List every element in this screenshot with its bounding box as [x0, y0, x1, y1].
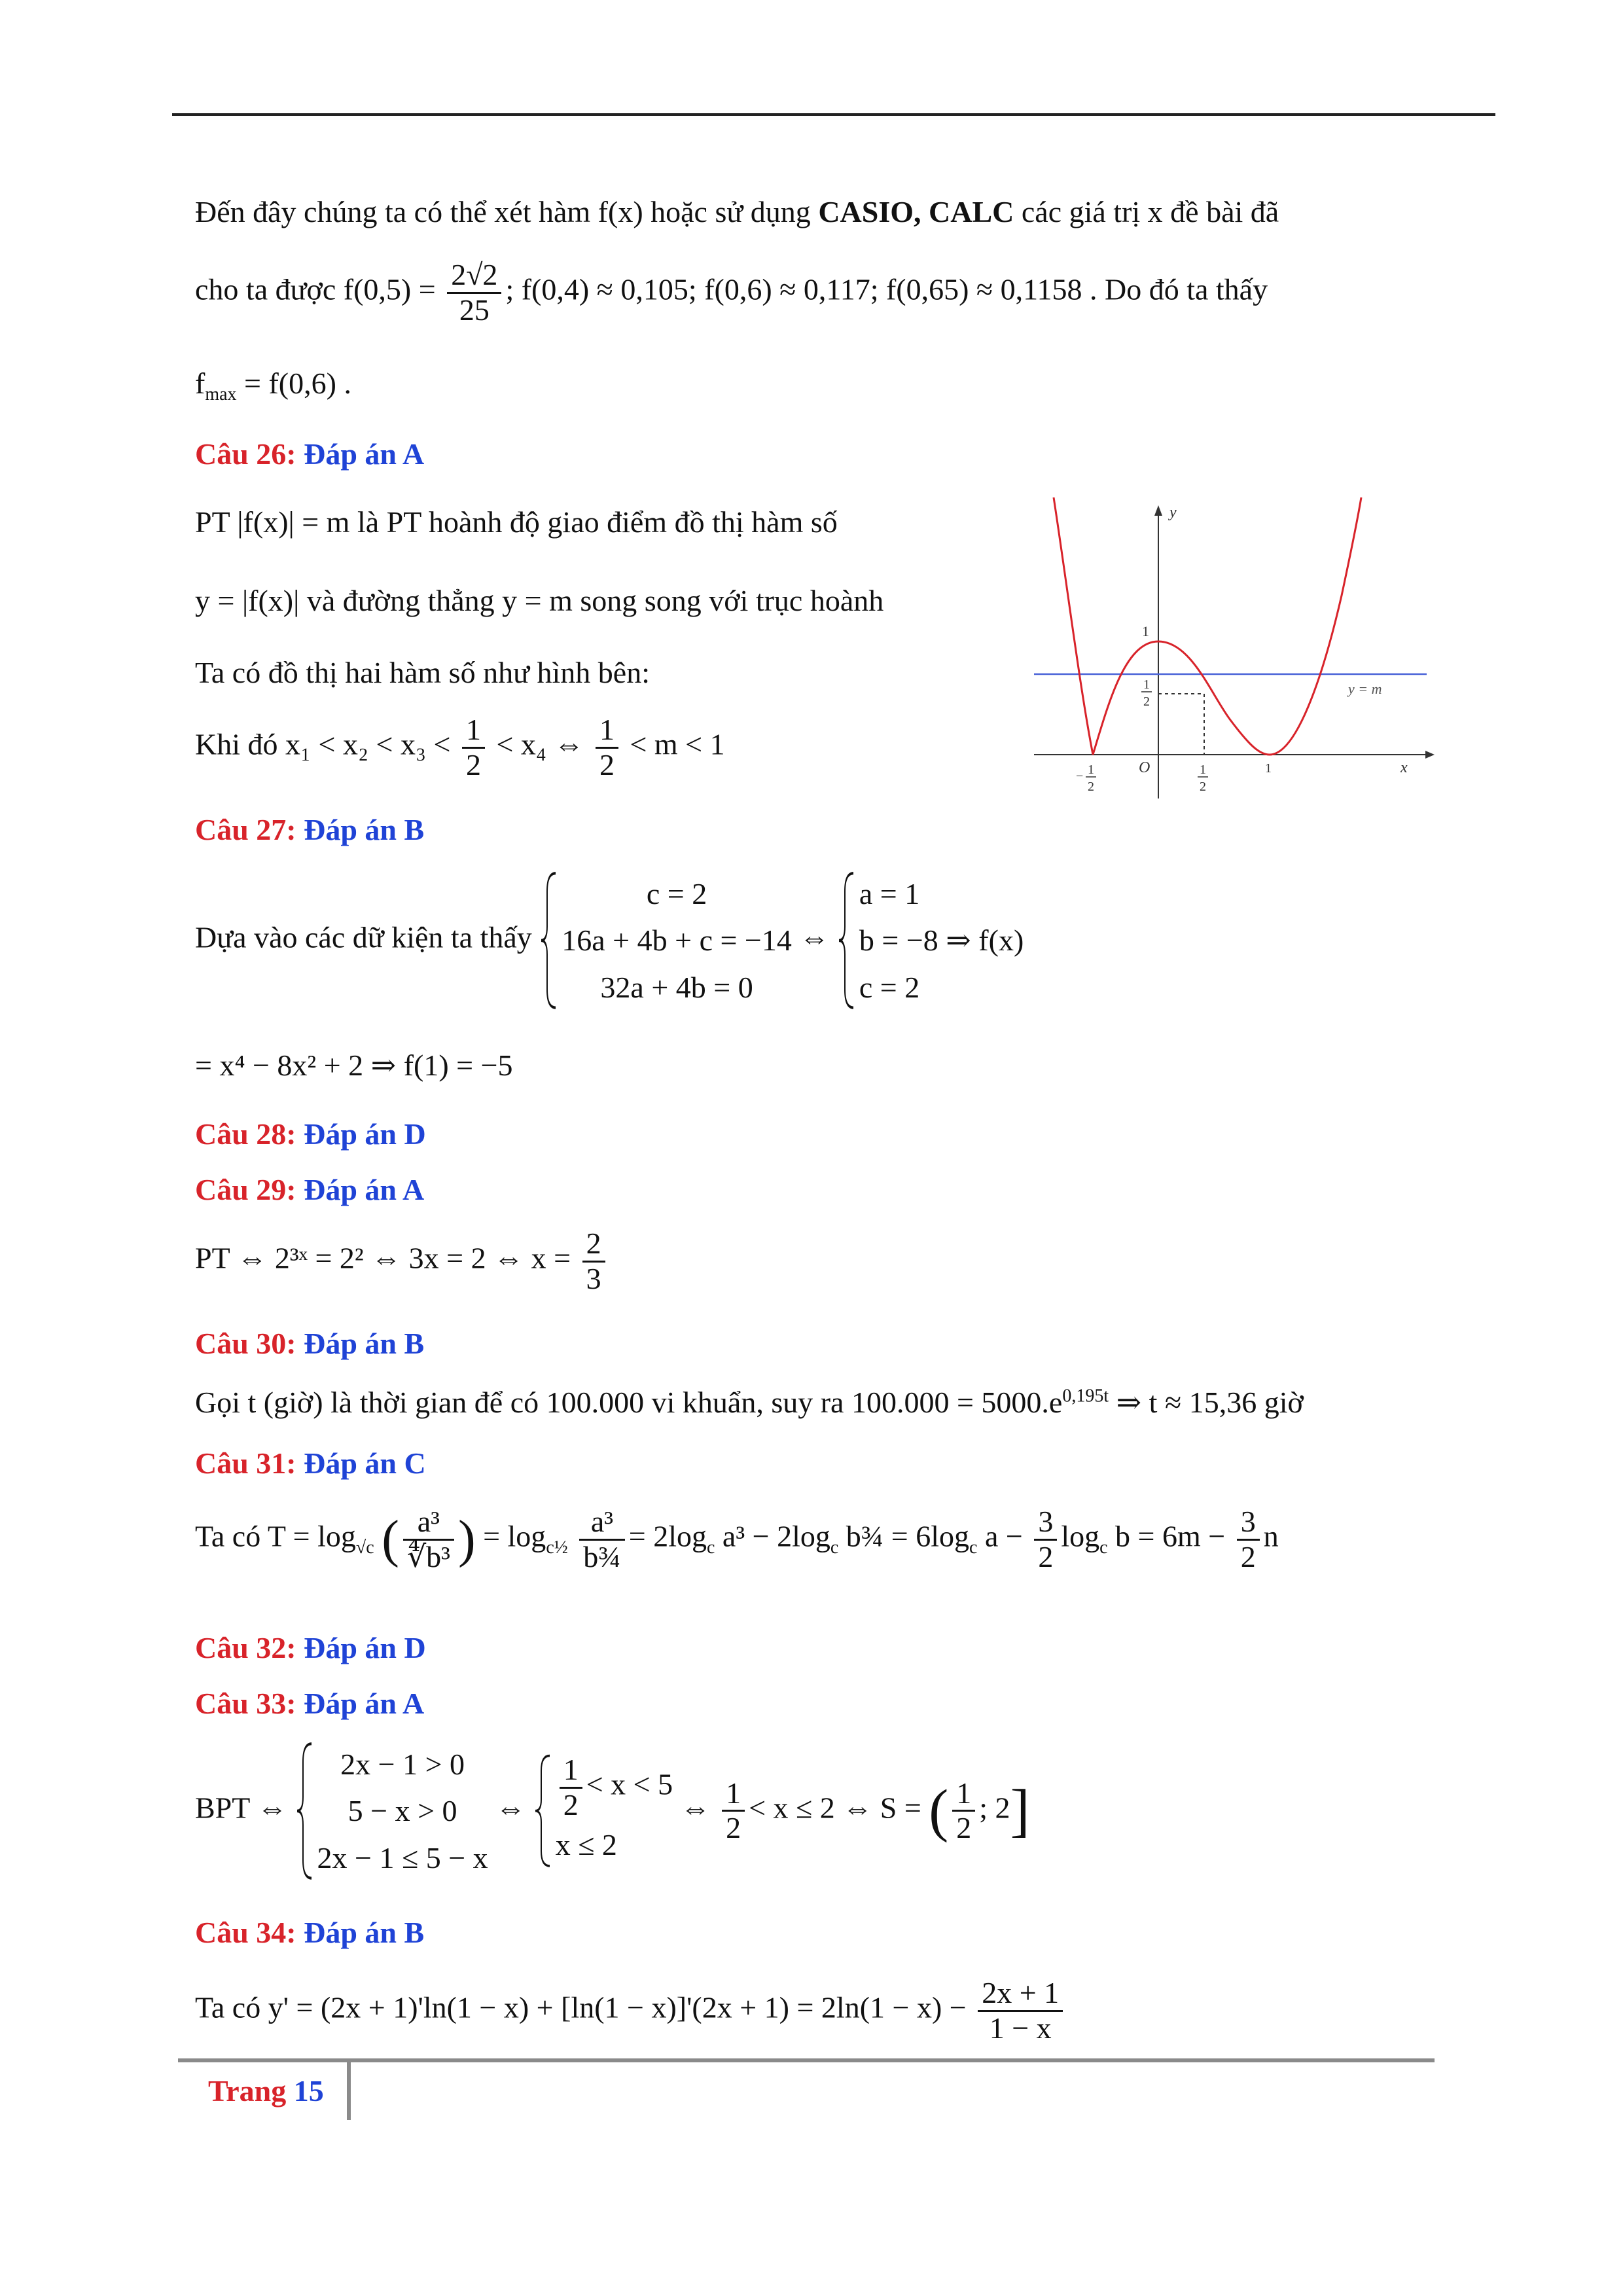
header-rule — [172, 113, 1495, 116]
q33-iff: ⇔ — [495, 1791, 526, 1825]
q31-frac-3: $\frac{3}{2}$ — [1034, 1505, 1057, 1573]
fraction-half: $\frac{1}{2}$ — [462, 713, 485, 781]
y-tick-half-num: 1 — [1143, 677, 1150, 692]
q26-ineq-a: Khi đó x₁ < x₂ < x₃ < — [195, 727, 451, 761]
q31-b: = log — [483, 1519, 546, 1553]
q27-system-1 — [539, 870, 792, 1011]
fraction-2root2-25: $\frac{2√2}{25}$ — [447, 259, 501, 327]
q30-heading: Câu 30: Đáp án B — [195, 1327, 425, 1360]
q31-line: Ta có $T = \log_{√c}$ ( $\frac{\text{a³}}{\text{∜b³}}$ ) = $\log_{c\frac{1}{2}}$ $\frac{\text{a³}}{\text{b¾}}$ = $2\log_c$ $a^3 - 2\log_c$ b¾ = $6\log_c$ a − $\frac{3}{2}$ $\log_c b = 6m$ − $\frac{3}{2}$ n — [195, 1505, 1279, 1573]
y-tick-1: 1 — [1142, 623, 1149, 639]
q26-ineq-b: < x₄ ⇔ — [496, 727, 584, 761]
q34-heading: Câu 34: Đáp án B — [195, 1916, 425, 1949]
q30-result: ⇒ t ≈ 15,36 giờ — [1109, 1386, 1304, 1419]
q27-eq-2: 16a + 4b + c = −14 — [562, 924, 792, 958]
q33-system-1 — [295, 1741, 488, 1881]
q27-sol-a: a = 1 — [859, 877, 920, 910]
fraction-half-2: $\frac{1}{2}$ — [596, 713, 618, 781]
q31-a: Ta có T = log — [195, 1519, 356, 1553]
q27-iff: ⇔ — [799, 920, 830, 954]
fraction-two-thirds: $\frac{2}{3}$ — [582, 1227, 605, 1295]
x-tick-half-num: 1 — [1200, 762, 1206, 777]
x-tick-neg-sign: − — [1076, 769, 1084, 783]
q33-half-1: $\frac{1}{2}$ — [560, 1753, 582, 1821]
q29-answer: Đáp án A — [304, 1173, 425, 1206]
footer-divider — [347, 2062, 351, 2120]
q31-i: n — [1263, 1519, 1279, 1553]
line-y-m-label: y = m — [1348, 681, 1382, 697]
q30-exponent: 0,195t — [1062, 1386, 1109, 1407]
q27-lead: Dựa vào các dữ kiện ta thấy — [195, 920, 532, 954]
y-axis-arrow — [1154, 505, 1162, 516]
intro-line-1 — [195, 194, 1279, 230]
y-tick-half-den: 2 — [1143, 694, 1150, 709]
q34-frac: $\frac{2x + 1}{1 - x}$ — [978, 1977, 1063, 2045]
intro-text-2a: cho ta được f(0,5) = — [195, 272, 436, 306]
q29-line — [195, 1227, 609, 1295]
x-axis-arrow — [1425, 751, 1435, 759]
x-tick-neg-half-num: 1 — [1088, 762, 1094, 777]
q31-f: a − — [977, 1519, 1023, 1553]
q33-sol-1: < x < 5 — [586, 1767, 673, 1801]
q33-half-3: $\frac{1}{2}$ — [952, 1777, 975, 1845]
q31-d-sub: c — [830, 1537, 839, 1558]
q26-line-4 — [195, 713, 725, 781]
q32-answer: Đáp án D — [304, 1631, 426, 1664]
q33-lead: BPT ⇔ — [195, 1791, 288, 1825]
q26-line-3: Ta có đồ thị hai hàm số như hình bên: — [195, 656, 650, 689]
q33-iff-2: ⇔ — [680, 1791, 711, 1825]
q29-heading: Câu 29: Đáp án A — [195, 1173, 425, 1206]
q31-b-sub: c½ — [546, 1537, 568, 1558]
intro-line-3 — [195, 365, 351, 406]
q31-frac-2: $\frac{\text{a³}}{\text{b¾}}$ — [579, 1505, 625, 1573]
function-graph — [1034, 497, 1440, 805]
q30-answer: Đáp án B — [304, 1327, 425, 1360]
q28-answer: Đáp án D — [304, 1117, 426, 1151]
q33-answer: Đáp án A — [304, 1687, 425, 1720]
q27-result: = x⁴ − 8x² + 2 ⇒ f(1) = −5 — [195, 1049, 513, 1082]
q31-frac-1: $\frac{\text{a³}}{\text{∜b³}}$ — [403, 1505, 454, 1573]
q31-frac-4: $\frac{3}{2}$ — [1237, 1505, 1260, 1573]
q27-heading: Câu 27: Đáp án B — [195, 813, 425, 846]
x-tick-1: 1 — [1265, 761, 1272, 776]
page-number-value: 15 — [293, 2074, 324, 2108]
q31-heading: Câu 31: Đáp án C — [195, 1446, 426, 1480]
q31-e-sub: c — [969, 1537, 978, 1558]
q34-line — [195, 1977, 1067, 2045]
q27-system-2 — [837, 870, 1024, 1011]
fmax-sub: max — [205, 384, 237, 405]
q31-d: a³ − 2log — [715, 1519, 830, 1553]
q33-set-tail: ; 2 — [979, 1791, 1010, 1825]
q33-ineq-2: 5 − x > 0 — [348, 1794, 457, 1828]
q31-c-sub: c — [706, 1537, 715, 1558]
q34-eq: Ta có y' = (2x + 1)'ln(1 − x) + [ln(1 − x)]'(2x + 1) = 2ln(1 − x) − — [195, 1990, 967, 2024]
intro-text: Đến đây chúng ta có thể xét hàm f(x) hoặc sử dụng — [195, 195, 819, 228]
q33-half-2: $\frac{1}{2}$ — [722, 1777, 745, 1845]
q28-heading: Câu 28: Đáp án D — [195, 1117, 426, 1151]
page-number — [208, 2073, 324, 2108]
q34-answer: Đáp án B — [304, 1916, 425, 1949]
q26-heading: Câu 26: Đáp án A — [195, 437, 425, 471]
q33-ineq-3: 2x − 1 ≤ 5 − x — [317, 1840, 488, 1874]
q31-h: b = 6m − — [1107, 1519, 1226, 1553]
intro-text-2b: ; f(0,4) ≈ 0,105; f(0,6) ≈ 0,117; f(0,65) ≈ 0,1158 . Do đó ta thấy — [505, 272, 1268, 306]
q27-sol-c: c = 2 — [859, 970, 920, 1004]
q33-sol-2: x ≤ 2 — [555, 1828, 617, 1862]
q30-text: Gọi t (giờ) là thời gian để có 100.000 vi khuẩn, suy ra 100.000 = 5000.e — [195, 1386, 1063, 1419]
q33-mid-tail: < x ≤ 2 ⇔ S = — [749, 1791, 921, 1825]
q30-line — [195, 1384, 1304, 1420]
q31-c: = 2log — [628, 1519, 707, 1553]
y-axis-label: y — [1169, 504, 1177, 521]
x-tick-half-den: 2 — [1200, 780, 1206, 794]
q32-heading: Câu 32: Đáp án D — [195, 1631, 426, 1664]
q33-system-2 — [533, 1753, 673, 1868]
intro-text-end: các giá trị x đề bài đã — [1014, 195, 1279, 228]
q26-line-1: PT |f(x)| = m là PT hoành độ giao điểm đồ thị hàm số — [195, 505, 838, 539]
q27-answer: Đáp án B — [304, 813, 425, 846]
q31-e: b¾ = 6log — [838, 1519, 970, 1553]
q26-line-2: y = |f(x)| và đường thẳng y = m song song với trục hoành — [195, 584, 884, 617]
q31-answer: Đáp án C — [304, 1446, 426, 1480]
q27-eq-1: c = 2 — [646, 877, 707, 910]
intro-line-2 — [195, 259, 1268, 327]
q27-line-1 — [195, 870, 1024, 1011]
q27-eq-3: 32a + 4b = 0 — [600, 970, 753, 1004]
q26-answer: Đáp án A — [304, 437, 425, 471]
x-tick-neg-half-den: 2 — [1088, 780, 1094, 794]
x-axis-label: x — [1400, 759, 1408, 776]
fmax-f: f — [195, 367, 205, 400]
casio-text: CASIO, CALC — [818, 195, 1014, 228]
q31-a-sub: √c — [355, 1537, 374, 1558]
q26-ineq-c: < m < 1 — [630, 727, 725, 761]
q31-g: log — [1061, 1519, 1100, 1553]
q27-sol-b: b = −8 ⇒ f(x) — [859, 924, 1024, 958]
origin-label: O — [1139, 759, 1150, 776]
curve-abs-f — [1054, 497, 1361, 755]
q33-heading: Câu 33: Đáp án A — [195, 1687, 425, 1720]
q31-g-sub: c — [1099, 1537, 1108, 1558]
fmax-tail: = f(0,6) . — [236, 367, 351, 400]
footer-rule — [178, 2058, 1435, 2062]
q29-eq: PT ⇔ 2³ˣ = 2² ⇔ 3x = 2 ⇔ x = — [195, 1241, 571, 1275]
q33-line: BPT ⇔ 2x − 1 > 0 5 − x > 0 2x − 1 ≤ 5 − x ⇔ $\frac{1}{2}$ < x < 5 x ≤ 2 ⇔ $\frac{1}{2}$ < x ≤ 2 ⇔ S = ( $\frac{1}{2}$ ; 2] — [195, 1741, 1030, 1881]
q33-ineq-1: 2x − 1 > 0 — [340, 1748, 465, 1781]
page-label: Trang — [208, 2074, 294, 2108]
